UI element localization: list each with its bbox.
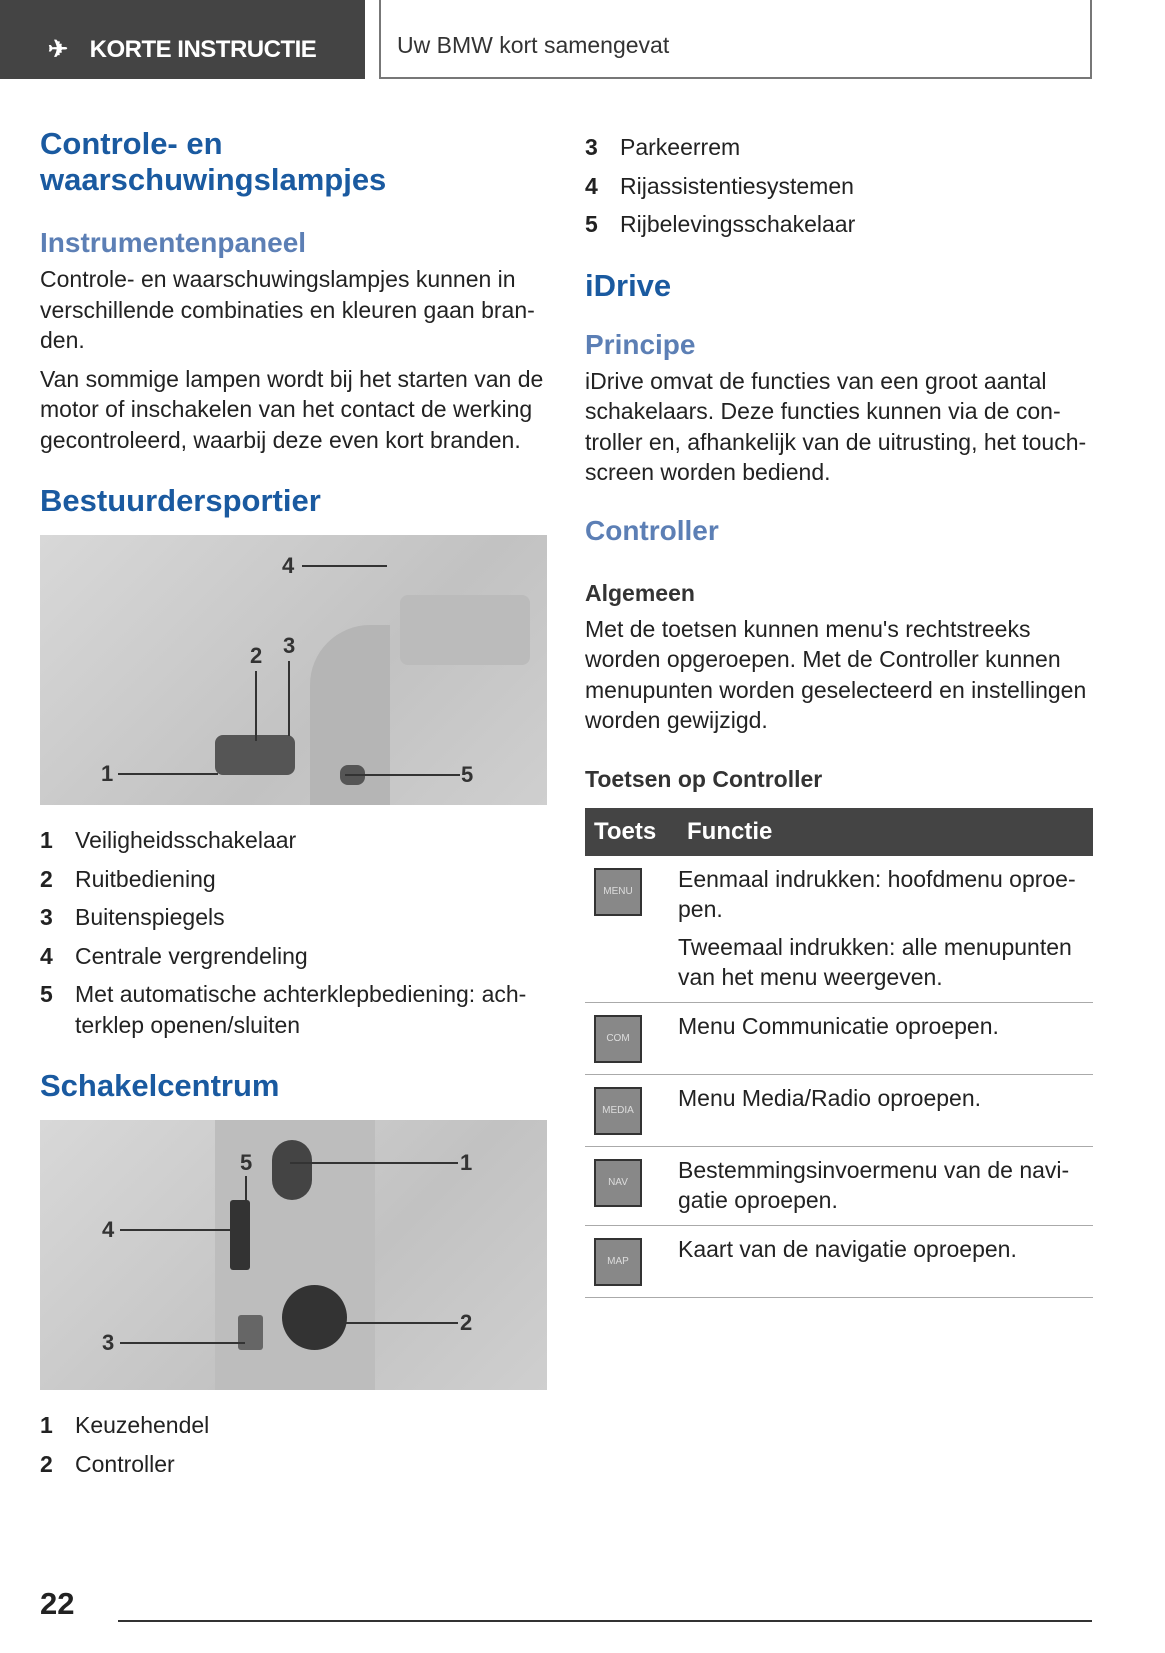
list-item: 3 Parkeerrem (585, 134, 741, 160)
right-column (585, 132, 1093, 1298)
heading-controller: Controller (585, 514, 719, 546)
callout-3: 3 (283, 633, 296, 658)
section-tab (0, 0, 365, 79)
list-item: 3 Buitenspiegels (40, 904, 225, 930)
heading-idrive: iDrive (585, 267, 672, 303)
callout-5: 5 (240, 1150, 253, 1175)
list-item: 5 Rijbelevingsschakelaar (585, 211, 856, 237)
media-key-icon: MEDIA (594, 1087, 642, 1135)
section-label: KORTE INSTRUCTIE (89, 35, 317, 63)
table-row: MEDIA Menu Media/Radio oproepen. (585, 1074, 1093, 1146)
pushpin-icon: ✈ (48, 36, 68, 63)
list-item: 4 Centrale vergrendeling (40, 942, 308, 969)
header-subtitle: Uw BMW kort samengevat (379, 0, 1092, 79)
table-row: MENU Eenmaal indrukken: hoofdmenu oproepen. Tweemaal indrukken: alle menupunten van het menu weergeven. (585, 856, 1093, 1003)
table-row: NAV Bestemmingsinvoermenu van de navigatie oproepen. (585, 1146, 1093, 1225)
callout-1: 1 (460, 1150, 473, 1175)
callout-4: 4 (282, 553, 295, 578)
switch-center-legend-continued (585, 132, 1093, 240)
paragraph: iDrive omvat de functies van een groot aantal schakelaars. Deze functies kunnen via de controller en, afhankelijk van de uitrusting, het touchscreen worden bediend. (585, 367, 1087, 485)
footer-divider (118, 1620, 1092, 1622)
paragraph: Controle- en waarschuwingslampjes kunnen in verschillende combinaties en kleuren gaan branden. (40, 266, 535, 353)
callout-3: 3 (102, 1330, 115, 1355)
callout-2: 2 (460, 1310, 473, 1335)
driver-door-image (40, 535, 547, 805)
map-key-icon: MAP (594, 1238, 642, 1286)
heading-driver-door: Bestuurdersportier (40, 483, 321, 518)
com-key-icon: COM (594, 1015, 642, 1063)
list-item: 4 Rijassistentiesystemen (585, 172, 854, 199)
heading-general: Algemeen (585, 579, 695, 606)
heading-warning-lights: Controle- en waarschuwingslampjes (40, 126, 387, 197)
list-item: 1 Veiligheidsschakelaar (40, 827, 297, 853)
paragraph: Van sommige lampen wordt bij het starten van de motor of inschakelen van het contact de werking gecontroleerd, waarbij deze even kort branden. (40, 365, 544, 453)
nav-key-icon: NAV (594, 1159, 642, 1207)
switch-center-image (40, 1120, 547, 1390)
list-item: 5 Met automatische achterklepbediening: achterklep openen/sluiten (40, 981, 527, 1038)
heading-principle: Principe (585, 328, 696, 360)
column-header: Functie (678, 808, 1093, 856)
controller-keys-table (585, 808, 1093, 1298)
paragraph: Met de toetsen kunnen menu's rechtstreeks worden opgeroepen. Met de Controller kunnen menupunten worden geselecteerd en instellingen worden gewijzigd. (585, 615, 1087, 733)
left-column (40, 126, 550, 1487)
callout-1: 1 (101, 761, 114, 786)
page-number: 22 (40, 1586, 75, 1621)
table-row: COM Menu Communicatie oproepen. (585, 1002, 1093, 1074)
door-legend (40, 825, 550, 1040)
column-header: Toets (585, 808, 678, 856)
callout-4: 4 (102, 1217, 115, 1242)
list-item: 2 Controller (40, 1450, 175, 1477)
menu-key-icon: MENU (594, 868, 642, 916)
heading-instrument-panel: Instrumentenpaneel (40, 227, 307, 258)
list-item: 2 Ruitbediening (40, 865, 216, 892)
heading-switch-center: Schakelcentrum (40, 1068, 280, 1103)
list-item: 1 Keuzehendel (40, 1412, 210, 1438)
table-row: MAP Kaart van de navigatie oproepen. (585, 1225, 1093, 1297)
switch-center-legend (40, 1410, 550, 1479)
callout-5: 5 (461, 762, 474, 787)
heading-controller-keys: Toetsen op Controller (585, 765, 823, 792)
callout-2: 2 (250, 643, 263, 668)
